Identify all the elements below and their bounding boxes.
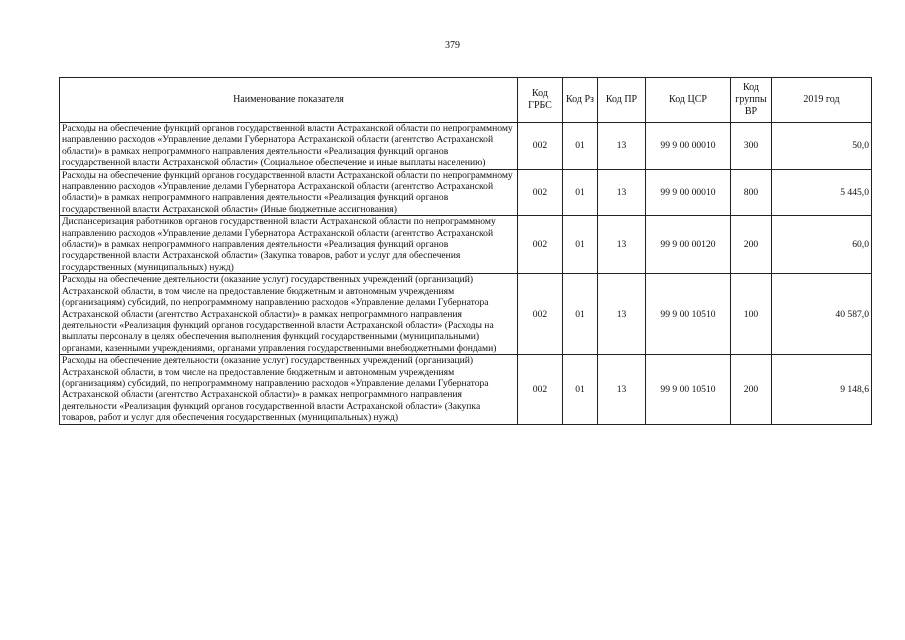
page-number: 379: [445, 40, 460, 51]
row-vr: 800: [731, 169, 772, 216]
row-csr: 99 9 00 00010: [646, 123, 731, 170]
row-name: Расходы на обеспечение деятельности (оказание услуг) государственных учреждений (организаций) Астраханской области, в том числе на предоставление бюджетным и автономным учреждениям (организациям) субсидий, по непрограммному направлению расходов «Управление делами Губернатора Астраханской области (агентство Астраханской области)» в рамках непрограммного направления деятельности «Реализация функций органов государственной власти Астраханской области» (Расходы на выплаты персоналу в целях обеспечения выполнения функций государственными (муниципальными) органами, казенными учреждениями, органами управления государственными внебюджетными фондами): [60, 274, 518, 355]
row-amount: 60,0: [772, 216, 872, 274]
header-csr: Код ЦСР: [646, 78, 731, 123]
row-rz: 01: [563, 274, 598, 355]
row-pr: 13: [598, 274, 646, 355]
row-grbs: 002: [518, 274, 563, 355]
header-grbs: Код ГРБС: [518, 78, 563, 123]
table-row: [60, 274, 872, 355]
row-vr: 200: [731, 355, 772, 424]
row-grbs: 002: [518, 216, 563, 274]
row-rz: 01: [563, 355, 598, 424]
table-row: [60, 169, 872, 216]
row-grbs: 002: [518, 169, 563, 216]
header-vr: Код группы ВР: [731, 78, 772, 123]
header-name: Наименование показателя: [60, 78, 518, 123]
row-grbs: 002: [518, 355, 563, 424]
header-pr: Код ПР: [598, 78, 646, 123]
table-header-row: [60, 78, 872, 123]
row-csr: 99 9 00 10510: [646, 355, 731, 424]
row-rz: 01: [563, 169, 598, 216]
row-rz: 01: [563, 216, 598, 274]
row-csr: 99 9 00 00120: [646, 216, 731, 274]
row-name: Расходы на обеспечение деятельности (оказание услуг) государственных учреждений (организаций) Астраханской области, в том числе на предоставление бюджетным и автономным учреждениям (организациям) субсидий, по непрограммному направлению расходов «Управление делами Губернатора Астраханской области (агентство Астраханской области)» в рамках непрограммного направления деятельности «Реализация функций органов государственной власти Астраханской области» (Закупка товаров, работ и услуг для обеспечения государственных (муниципальных) нужд): [60, 355, 518, 424]
row-pr: 13: [598, 123, 646, 170]
row-pr: 13: [598, 169, 646, 216]
row-csr: 99 9 00 10510: [646, 274, 731, 355]
table-row: [60, 355, 872, 424]
row-pr: 13: [598, 216, 646, 274]
row-vr: 300: [731, 123, 772, 170]
table-row: [60, 123, 872, 170]
row-amount: 50,0: [772, 123, 872, 170]
row-name: Расходы на обеспечение функций органов государственной власти Астраханской области по непрограммному направлению расходов «Управление делами Губернатора Астраханской области (агентство Астраханской области)» в рамках непрограммного направления деятельности «Реализация функций органов государственной власти Астраханской области» (Социальное обеспечение и иные выплаты населению): [60, 123, 518, 170]
row-amount: 5 445,0: [772, 169, 872, 216]
budget-table: [59, 77, 872, 425]
row-name: Расходы на обеспечение функций органов государственной власти Астраханской области по непрограммному направлению расходов «Управление делами Губернатора Астраханской области (агентство Астраханской области)» в рамках непрограммного направления деятельности «Реализация функций органов государственной власти Астраханской области» (Иные бюджетные ассигнования): [60, 169, 518, 216]
header-rz: Код Рз: [563, 78, 598, 123]
row-name: Диспансеризация работников органов государственной власти Астраханской области по непрограммному направлению расходов «Управление делами Губернатора Астраханской области (агентство Астраханской области)» в рамках непрограммного направления деятельности «Реализация функций органов государственной власти Астраханской области» (Закупка товаров, работ и услуг для обеспечения государственных (муниципальных) нужд): [60, 216, 518, 274]
row-amount: 9 148,6: [772, 355, 872, 424]
row-grbs: 002: [518, 123, 563, 170]
row-vr: 200: [731, 216, 772, 274]
header-year: 2019 год: [772, 78, 872, 123]
row-vr: 100: [731, 274, 772, 355]
row-amount: 40 587,0: [772, 274, 872, 355]
row-pr: 13: [598, 355, 646, 424]
row-rz: 01: [563, 123, 598, 170]
table-row: [60, 216, 872, 274]
row-csr: 99 9 00 00010: [646, 169, 731, 216]
